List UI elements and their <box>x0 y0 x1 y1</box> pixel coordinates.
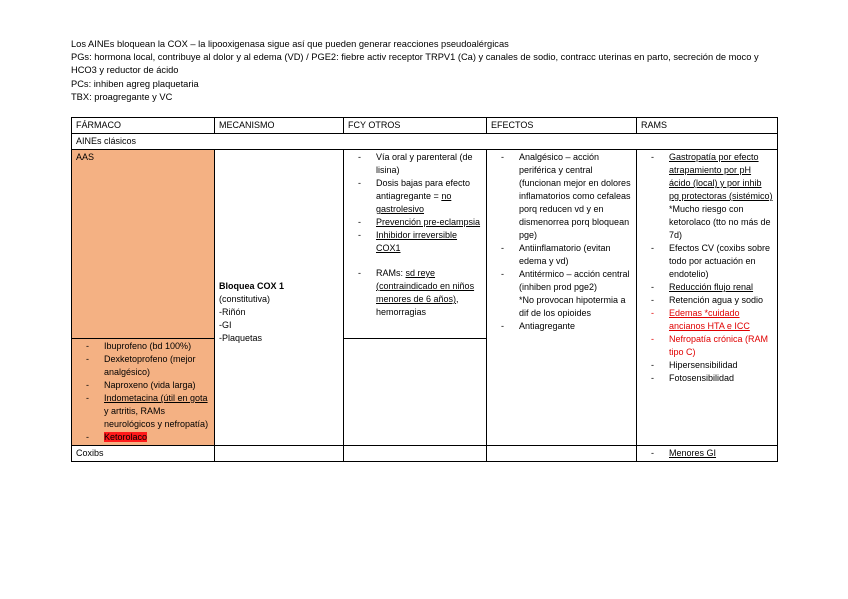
list-item: - Naproxeno (vida larga) <box>76 379 210 392</box>
list-item: - Retención agua y sodio <box>641 294 773 307</box>
fcy-empty-cell <box>344 339 487 446</box>
list-item: - Inhibidor irreversible COX1 <box>348 229 482 255</box>
efectos-cell <box>487 150 637 446</box>
table-row <box>72 150 778 339</box>
list-item: - Efectos CV (coxibs sobre todo por actuación en endotelio) <box>641 242 773 281</box>
intro-line: PCs: inhiben agreg plaquetaria <box>71 78 199 89</box>
header-mecanismo: MECANISMO <box>215 118 344 134</box>
mechanism-line: (constitutiva) <box>219 294 271 304</box>
list-item: - Nefropatía crónica (RAM tipo C) <box>641 333 773 359</box>
list-item: - Vía oral y parenteral (de lisina) <box>348 151 482 177</box>
mechanism-cell <box>215 150 344 446</box>
header-efectos: EFECTOS <box>487 118 637 134</box>
intro-line: PGs: hormona local, contribuye al dolor y al edema (VD) / PGE2: fiebre activ receptor TRPV1 (Ca) y canales de sodio, contracc uterinas en parto, secreción de moco y HCO3 y reductor de ácido <box>71 52 759 76</box>
empty-cell <box>215 446 344 462</box>
header-row <box>72 118 778 134</box>
list-item: - Ketorolaco <box>76 431 210 444</box>
list-item: - RAMs: sd reye (contraindicado en niños menores de 6 años), hemorragias <box>348 267 482 319</box>
nsaid-table <box>71 117 778 462</box>
rams-note: *Mucho riesgo con ketorolaco (tto no más de 7d) <box>669 204 771 240</box>
list-item: - Ibuprofeno (bd 100%) <box>76 340 210 353</box>
list-item: - Reducción flujo renal <box>641 281 773 294</box>
group-label: AINEs clásicos <box>72 134 778 150</box>
table-row <box>72 446 778 462</box>
list-item: - Fotosensibilidad <box>641 372 773 385</box>
list-item: - Antitérmico – acción central (inhiben prod pge2) <box>491 268 632 294</box>
aas-cell <box>72 150 215 339</box>
intro-line: Los AINEs bloquean la COX – la lipooxigenasa sigue así que pueden generar reacciones pseudoalérgicas <box>71 39 509 49</box>
mechanism-title: Bloquea COX 1 <box>219 281 285 291</box>
coxibs-cell: Coxibs <box>72 446 215 462</box>
other-drugs-cell <box>72 339 215 446</box>
header-fcy: FCY OTROS <box>344 118 487 134</box>
list-item: - Antiagregante <box>491 320 632 333</box>
aas-label: AAS <box>76 152 95 162</box>
list-item: - Gastropatía por efecto atrapamiento por pH ácido (local) y por inhib pg protectoras (sistémico) *Mucho riesgo con ketorolaco (tto no más de 7d) <box>641 151 773 242</box>
fcy-cell <box>344 150 487 339</box>
coxibs-rams-cell <box>637 446 778 462</box>
list-item: - Antiinflamatorio (evitan edema y vd) <box>491 242 632 268</box>
intro-line: TBX: proagregante y VC <box>71 91 173 102</box>
group-row <box>72 134 778 150</box>
empty-cell <box>344 446 487 462</box>
intro-notes <box>71 38 781 104</box>
list-item: - Dexketoprofeno (mejor analgésico) <box>76 353 210 379</box>
header-rams: RAMS <box>637 118 778 134</box>
mechanism-line: -Plaquetas <box>219 333 263 343</box>
efectos-note: *No provocan hipotermia a dif de los opioides <box>519 295 626 318</box>
list-item: - Dosis bajas para efecto antiagregante = no gastrolesivo <box>348 177 482 216</box>
list-item: - Analgésico – acción periférica y central (funcionan mejor en dolores inflamatorios como cefaleas porq reducen vd y en dismenorrea porq bloquean pge) <box>491 151 632 242</box>
mechanism-line: -GI <box>219 320 232 330</box>
mechanism-line: -Riñón <box>219 307 246 317</box>
header-farmaco: FÁRMACO <box>72 118 215 134</box>
list-item: - Hipersensibilidad <box>641 359 773 372</box>
list-item: - Prevención pre-eclampsia <box>348 216 482 229</box>
list-item: - Indometacina (útil en gota y artritis, RAMs neurológicos y nefropatía) <box>76 392 210 431</box>
empty-cell <box>487 446 637 462</box>
list-item: - Menores GI <box>641 447 773 460</box>
rams-cell <box>637 150 778 446</box>
list-item: - Edemas *cuidado ancianos HTA e ICC <box>641 307 773 333</box>
